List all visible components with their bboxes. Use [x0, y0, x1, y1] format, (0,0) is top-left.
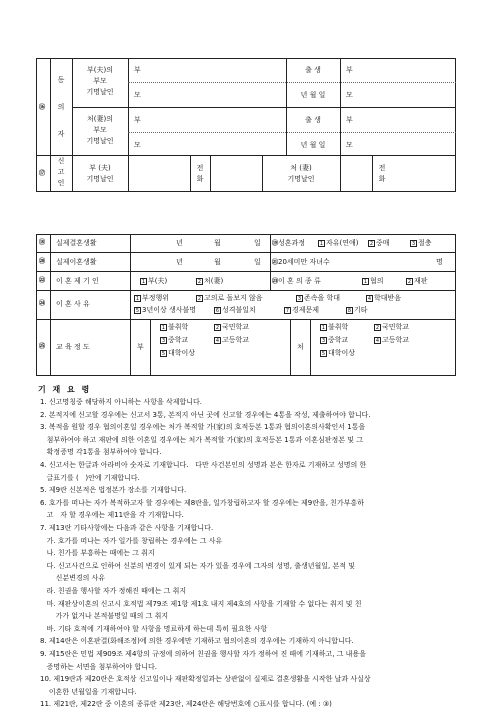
- reason-option-2[interactable]: 2 고의로 돌보지 않음: [197, 294, 263, 302]
- marriage-end-day: 일: [254, 258, 261, 266]
- education-husband-label: 부: [137, 343, 144, 351]
- field-number-education: ㉕: [39, 343, 46, 350]
- edu-wife-5[interactable]: 5 대학이상: [321, 349, 356, 357]
- guide-line: 7. 제13란 기타사항에는 다음과 같은 사항을 기재합니다.: [40, 524, 214, 532]
- reason-option-3[interactable]: 3 존속을 학대: [297, 294, 341, 302]
- birth-label-2: 출 생: [305, 116, 321, 124]
- guide-line: 9. 제15란은 민법 제909조 제4항의 규정에 의하여 친권을 행사할 자가 정하여 진 때에 기재하고, 그 내용을: [40, 650, 366, 658]
- birth-label-1: 출 생: [305, 66, 321, 74]
- consenter-label-2: 의: [57, 103, 65, 111]
- reporter-wife-phone-label: 전 화: [378, 164, 386, 183]
- field-number-filer: ㉒: [39, 277, 46, 284]
- guide-line: 고 자 할 경우에는 제11란을 각 기재합니다.: [40, 511, 184, 520]
- wife-mother-label: 모: [134, 141, 141, 149]
- process-option-2[interactable]: 2 중매: [369, 239, 390, 247]
- divorce-type-label: ㉓이 혼 의 종 류: [272, 277, 321, 285]
- guide-line: 8. 제14란은 이혼판결(화해조정)에 의한 경우에만 기재하고 협의이혼의 경우에는 기재하지 아니합니다.: [40, 637, 354, 646]
- guide-line: 확정증명 각1통을 첨부하여야 합니다.: [40, 448, 162, 457]
- birthdate-label-2: 년 월 일: [300, 141, 326, 149]
- guide-title: 기 재 요 령: [38, 385, 92, 394]
- edu-wife-4[interactable]: 4 고등학교: [375, 336, 410, 344]
- education-label: 교 육 정 도: [56, 343, 90, 351]
- guide-line: 3. 복적을 원할 경우 협의이혼일 경우에는 처가 복적할 가(家)의 호적등본 1통과 협의이혼의사확인서 1통을: [40, 423, 366, 432]
- guide-line: 4. 신고서는 한글과 아라비아 숫자로 기재합니다. 다만 사건본인의 성명과 본은 한자로 기재하고 성명의 한: [40, 461, 367, 469]
- reporter-husband-label: 부 (夫) 기명날인: [86, 164, 114, 183]
- edu-wife-1[interactable]: 1 불취학: [321, 323, 349, 331]
- guide-line: 마. 재판상이혼의 신고시 호적법 제79조 제1항 제1호 내지 제4호의 사항을 기재할 수 없다는 취지 및 친: [40, 599, 362, 608]
- process-option-3[interactable]: 3 절충: [411, 239, 432, 247]
- education-wife-label: 처: [297, 343, 304, 351]
- reason-option-4[interactable]: 4 학대받음: [367, 294, 402, 302]
- process-option-1[interactable]: 1 자유(연애): [319, 239, 359, 247]
- guide-line: 2. 본적지에 신고할 경우에는 신고서 3통, 본적지 아닌 곳에 신고할 경우에는 4통을 작성, 제출하여야 합니다.: [40, 410, 371, 419]
- reporter-wife-label: 처 (妻) 기명날인: [287, 164, 315, 183]
- marriage-start-label: 실제결혼생활: [56, 239, 97, 247]
- guide-line: 바. 기타 호적에 기재하여야 할 사항을 명료하게 하는데 특히 필요한 사항: [40, 624, 268, 633]
- consenter-label-1: 동: [57, 76, 65, 84]
- husband-parents-label: 부(夫)의 부모 기명날인: [86, 66, 114, 96]
- edu-husband-1[interactable]: 1 불취학: [161, 323, 189, 331]
- marriage-start-month: 월: [214, 239, 221, 247]
- process-label: ⑲성혼과정: [272, 239, 306, 247]
- guide-line: 가가 없거나 본적불명일 때의 그 취지: [40, 612, 169, 621]
- birth-mother-1: 모: [346, 91, 353, 99]
- edu-wife-3[interactable]: 3 중학교: [321, 336, 349, 344]
- edu-wife-2[interactable]: 2 국민학교: [375, 323, 410, 331]
- reason-option-1[interactable]: 1 부정행위: [135, 294, 170, 302]
- divorce-type-option-agreement[interactable]: 1 협의: [363, 277, 384, 285]
- guide-line: 5. 제9란 신본적은 법정본가 장소를 기재합니다.: [40, 486, 187, 495]
- guide-line: 증명하는 서면을 첨부하여야 합니다.: [40, 662, 158, 671]
- marriage-end-month: 월: [214, 258, 221, 266]
- edu-husband-5[interactable]: 5 대학이상: [161, 349, 196, 357]
- birth-father-2: 부: [346, 116, 353, 124]
- reason-option-7[interactable]: 7 경제문제: [285, 306, 320, 314]
- field-number-reporter: ⑰: [39, 170, 46, 177]
- field-number-marriage-end: ⑳: [39, 258, 46, 265]
- marriage-start-day: 일: [254, 239, 261, 247]
- birthdate-label-1: 년 월 일: [300, 91, 326, 99]
- guide-line: 11. 제21란, 제22란 중 이혼의 종류란 제23란, 제24란은 해당번호에 ○표시를 합니다. (예 : ③): [40, 700, 332, 709]
- marriage-end-year: 년: [176, 258, 183, 266]
- marriage-start-year: 년: [176, 239, 183, 247]
- birth-father-1: 부: [346, 66, 353, 74]
- guide-line: 6. 호가를 떠나는 자가 복적하고자 할 경우에는 제8란을, 일가창립하고자 할 경우에는 제9란을, 친가부흥하: [40, 498, 364, 507]
- husband-mother-label: 모: [134, 91, 141, 99]
- field-number-reason: ㉔: [39, 300, 46, 307]
- minor-children-label: ㉑20세미만 자녀수: [272, 258, 330, 266]
- guide-line: 이혼한 년월일을 기재합니다.: [40, 687, 137, 696]
- birth-mother-2: 모: [346, 141, 353, 149]
- husband-father-label: 부: [134, 66, 141, 74]
- reporter-husband-phone-label: 전 화: [196, 164, 204, 183]
- marriage-end-label: 실제이혼생활: [56, 258, 97, 266]
- filer-label: 이 혼 제 기 인: [56, 277, 99, 285]
- reason-option-8[interactable]: 8 기타: [347, 306, 368, 314]
- reason-label: 이 혼 사 유: [56, 300, 90, 308]
- guide-line: 다. 신고사건으로 인하여 신분의 변경이 있게 되는 자가 있을 경우에 그자의 성명, 출생년월일, 본적 및: [40, 561, 355, 570]
- guide-line: 10. 제19란과 제20란은 호적상 신고일이나 재판확정일과는 상관없이 실제로 결혼생활을 시작한 날과 사실상: [40, 675, 371, 684]
- statistics-section: [36, 234, 456, 376]
- reason-option-5[interactable]: 5 3년이상 생사불명: [135, 306, 197, 314]
- guide-line: 나. 친가를 부흥하는 때에는 그 취지: [40, 549, 155, 558]
- minor-children-unit: 명: [436, 258, 443, 266]
- consenter-label-3: 자: [57, 130, 65, 138]
- guide-line: 1. 신고명칭중 해당하지 아니하는 사항을 삭제합니다.: [40, 398, 203, 406]
- reason-option-6[interactable]: 6 성격불일치: [215, 306, 256, 314]
- filer-option-husband[interactable]: 1 부(夫): [141, 277, 168, 285]
- field-number-marriage-start: ⑱: [39, 239, 46, 246]
- guide-line: 라. 친권을 행사할 자가 정해진 때에는 그 취지: [40, 587, 187, 595]
- edu-husband-2[interactable]: 2 국민학교: [215, 323, 250, 331]
- wife-parents-label: 처(妻)의 부모 기명날인: [86, 115, 114, 145]
- wife-father-label: 부: [134, 116, 141, 124]
- guide-line: 글표기를 ( )안에 기재합니다.: [40, 473, 140, 482]
- reporter-label: 신 고 인: [57, 157, 65, 187]
- guide-line: 첨부하여야 하고 재판에 의한 이혼일 경우에는 처가 복적할 가(家)의 호적등본 1통과 이혼심판정본 및 그: [40, 435, 363, 444]
- guide-line: 신분변경의 사유: [40, 574, 106, 583]
- edu-husband-3[interactable]: 3 중학교: [161, 336, 189, 344]
- field-number-consenter: ⑯: [39, 104, 46, 111]
- guide-line: 가. 호가를 떠나는 자가 일가를 창립하는 경우에는 그 사유: [40, 536, 223, 545]
- divorce-type-option-trial[interactable]: 2 재판: [407, 277, 428, 285]
- edu-husband-4[interactable]: 4 고등학교: [215, 336, 250, 344]
- filer-option-wife[interactable]: 2 처(妻): [197, 277, 224, 285]
